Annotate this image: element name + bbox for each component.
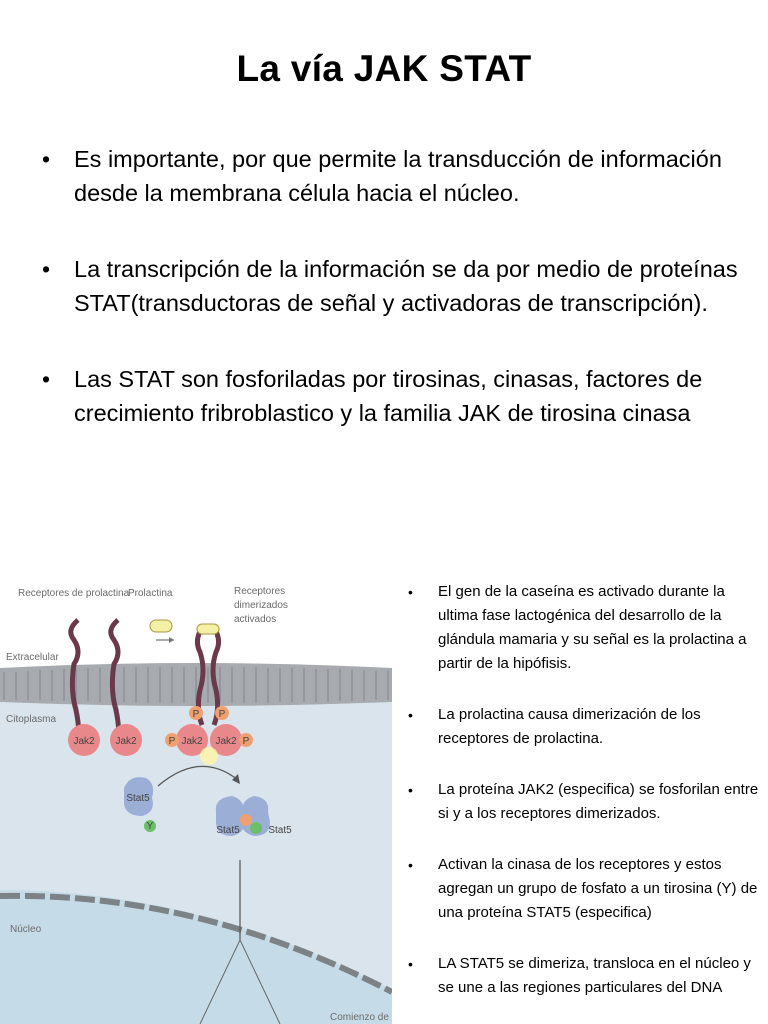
bullet-marker: •: [42, 366, 51, 392]
dimer-label-1: Receptores: [234, 586, 286, 597]
bullet-marker: •: [408, 956, 413, 972]
tyrosine: [250, 822, 262, 834]
phosphate-label: P: [168, 736, 176, 747]
bullet-marker: •: [408, 857, 413, 873]
nucleus-label: Núcleo: [10, 924, 42, 935]
main-bullet-item: [42, 142, 742, 210]
side-bullet-text: Activan la cinasa de los receptores y estos agregan un grupo de fosfato a un tirosina (Y) de una proteína STAT5 (especifica): [438, 856, 758, 921]
side-bullet-text: La prolactina causa dimerización de los receptores de prolactina.: [438, 706, 701, 747]
stat5-label: Stat5: [216, 825, 240, 836]
phosphate-label: P: [192, 709, 200, 720]
main-bullet-item: [42, 252, 742, 320]
phosphate-label: P: [242, 736, 250, 747]
phosphate-label: P: [218, 709, 226, 720]
prolactin-label: Prolactina: [128, 588, 173, 599]
bullet-marker: •: [42, 256, 51, 282]
main-bullet-text: La transcripción de la información se da por medio de proteínas STAT(transductoras de señal y activadoras de transcripción).: [74, 256, 738, 316]
extracellular-label: Extracelular: [6, 652, 59, 663]
phosphate: [240, 814, 252, 826]
side-bullet-list: [408, 580, 764, 1000]
bound-prolactin: [197, 624, 219, 634]
side-bullet-text: La proteína JAK2 (especifica) se fosforilan entre si y a los receptores dimerizados.: [438, 781, 759, 822]
side-bullet-item: [408, 778, 764, 826]
bullet-marker: •: [408, 707, 413, 723]
transcription-label: Comienzo de: [330, 1012, 389, 1023]
stat5-label: Stat5: [268, 825, 292, 836]
side-bullet-item: [408, 952, 764, 1000]
main-bullet-text: Las STAT son fosforiladas por tirosinas, cinasas, factores de crecimiento fribroblastico y la familia JAK de tirosina cinasa: [74, 366, 703, 426]
bullet-marker: •: [42, 146, 51, 172]
side-bullet-item: [408, 703, 764, 751]
main-bullet-text: Es importante, por que permite la transducción de información desde la membrana célula hacia el núcleo.: [74, 146, 722, 206]
jak-stat-diagram-svg: [0, 560, 392, 1024]
bullet-marker: •: [408, 782, 413, 798]
jak2-label: Jak2: [181, 736, 203, 747]
dimer-label-3: activados: [234, 614, 277, 625]
slide-title: La vía JAK STAT: [236, 48, 532, 89]
cytoplasm-label: Citoplasma: [6, 714, 57, 725]
jak2-label: Jak2: [115, 736, 137, 747]
side-bullet-text: El gen de la caseína es activado durante la ultima fase lactogénica del desarrollo de la glándula mamaria y su señal es la prolactina a partir de la hipófisis.: [438, 583, 747, 672]
side-bullet-item: [408, 580, 764, 676]
jak2-label: Jak2: [215, 736, 237, 747]
prolactin-arrowhead: [169, 637, 174, 643]
main-bullet-list: [42, 142, 742, 430]
side-bullet-text: LA STAT5 se dimeriza, transloca en el núcleo y se une a las regiones particulares del DNA: [438, 955, 751, 996]
prolactin-molecule: [150, 620, 172, 632]
main-bullet-item: [42, 362, 742, 430]
receptors-label: Receptores de prolactina: [18, 588, 130, 599]
bullet-marker: •: [408, 584, 413, 600]
dimer-label-2: dimerizados: [234, 600, 288, 611]
jak2-label: Jak2: [73, 736, 95, 747]
tyrosine-label: Y: [146, 821, 154, 832]
side-bullet-item: [408, 853, 764, 925]
activation-glow: [200, 747, 218, 765]
stat5-label: Stat5: [126, 793, 150, 804]
jak-stat-diagram: [0, 560, 392, 1024]
